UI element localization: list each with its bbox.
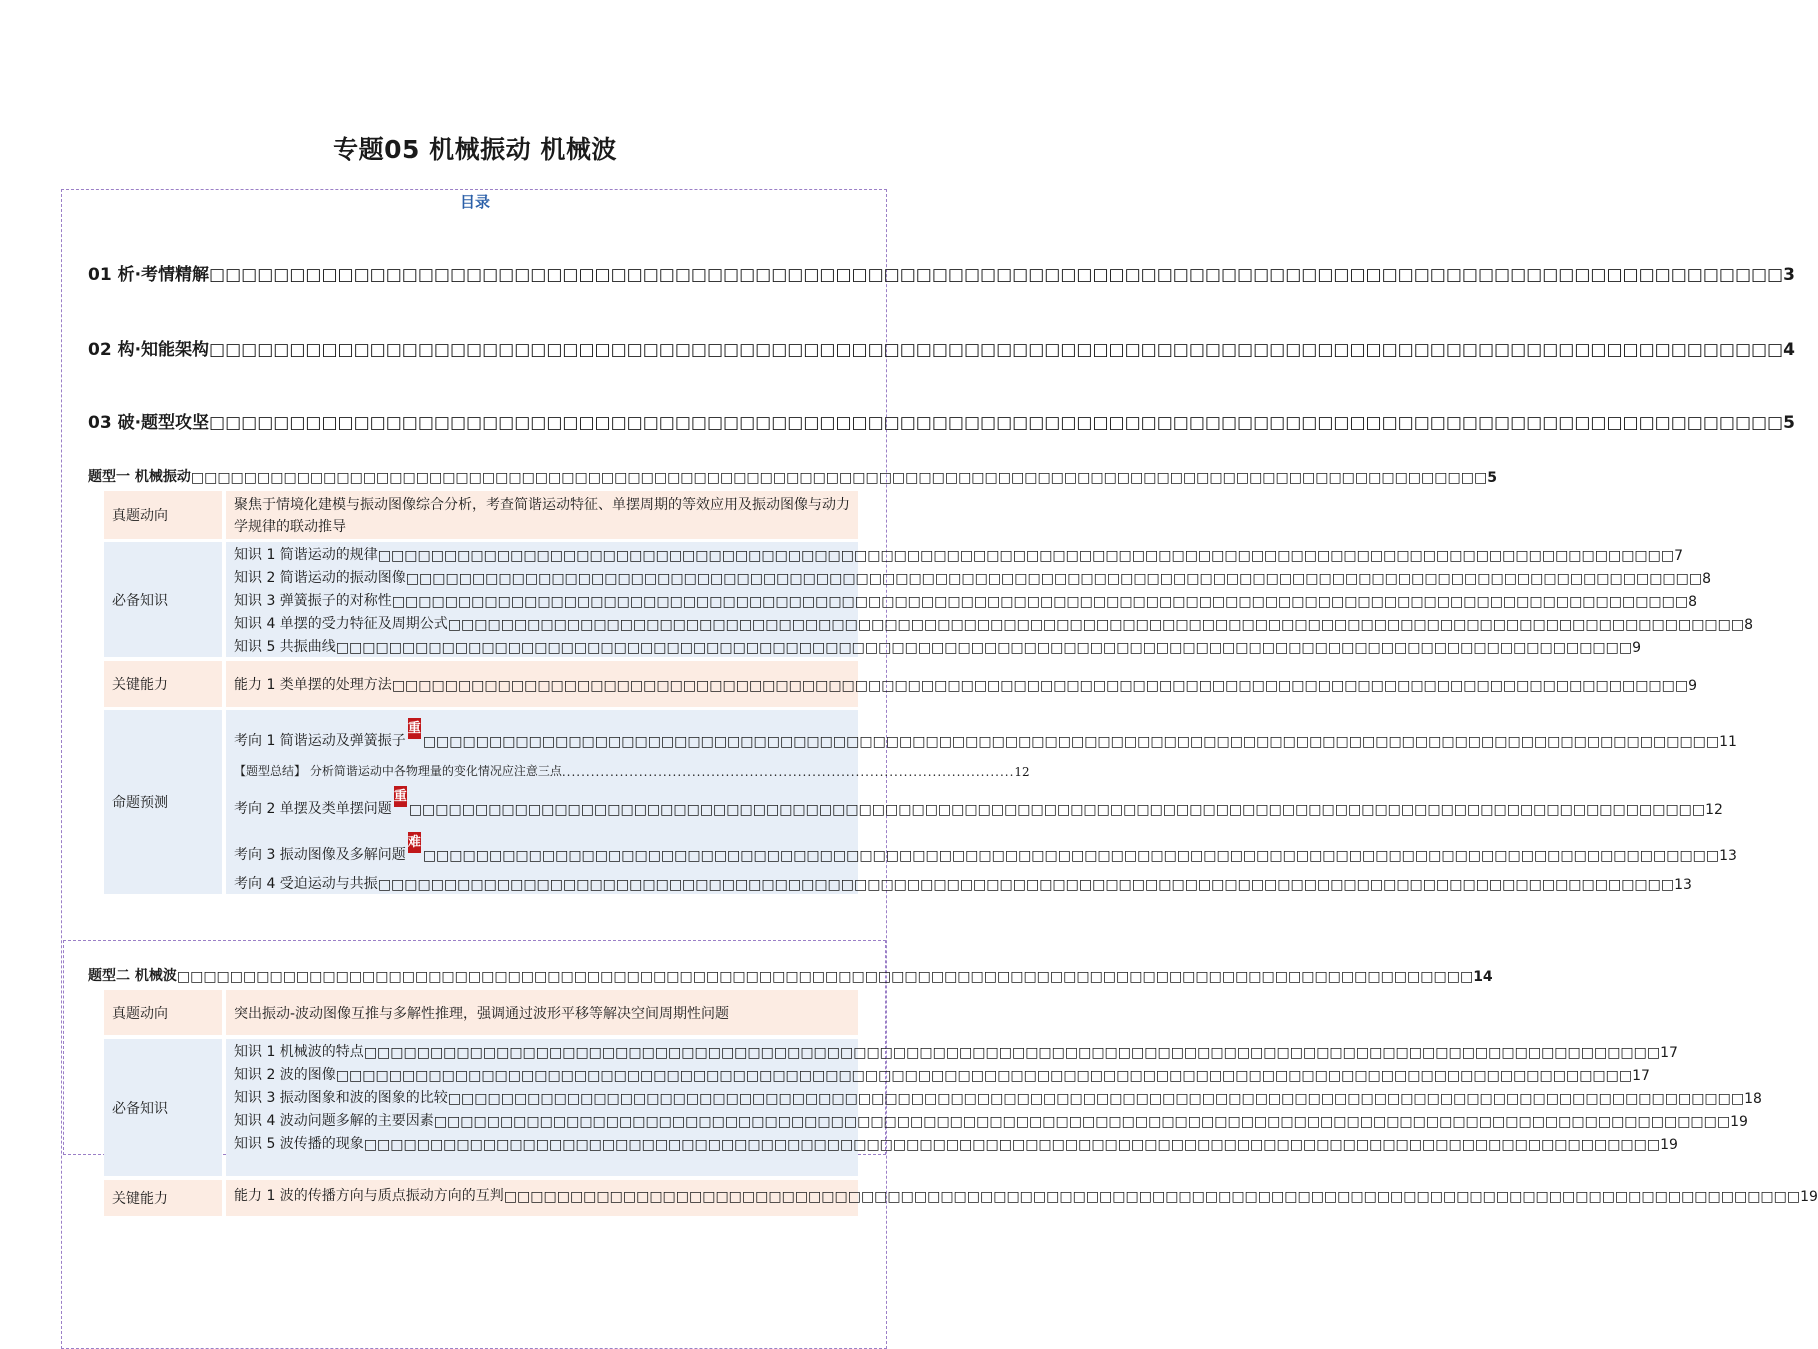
label-text: 命题预测	[112, 795, 168, 811]
row-page: 9	[1632, 640, 1642, 656]
row-page: 17	[1660, 1045, 1678, 1061]
row-label: 知识 2 波的图像	[234, 1067, 336, 1083]
leader-dots: □□□□□□□□□□□□□□□□□□□□□□□□□□□□□□□□□□□□□□□□□□□□□□□□□□□□□□□□□□□□□□□□□□□□□□□□□□□□□□□□□□□□□□□□□□□□□□□□□□	[363, 1045, 1661, 1061]
row-label: 考向 3 振动图像及多解问题	[234, 847, 406, 863]
label-text: 必备知识	[112, 1100, 168, 1117]
row-label: 知识 5 共振曲线	[234, 639, 336, 655]
row-page: 7	[1674, 548, 1684, 564]
row-label: 知识 4 波动问题多解的主要因素	[234, 1113, 434, 1129]
toc-knowledge-2[interactable]	[234, 1062, 1650, 1084]
toc-entry-label: 题型二 机械波	[88, 968, 177, 984]
leader-dots: □□□□□□□□□□□□□□□□□□□□□□□□□□□□□□□□□□□□□□□□□□□□□□□□□□□□□□□□□□□□□□□□□□□□□□□□□□□□□□□□□□□□□□□□□□□□□□□□□□	[176, 969, 1474, 985]
row-label: 知识 1 机械波的特点	[234, 1044, 364, 1060]
toc-ability-1[interactable]	[234, 1183, 1818, 1205]
leader-dots: □□□□□□□□□□□□□□□□□□□□□□□□□□□□□□□□□□□□□□□□□□□□□□□□□□□□□□□□□□□□□□□□□□□□□□□□□□□□□□□□□□□□□□□□□□□□□□□□□□	[408, 802, 1706, 818]
leader-dots: □□□□□□□□□□□□□□□□□□□□□□□□□□□□□□□□□□□□□□□□□□□□□□□□□□□□□□□□□□□□□□□□□□□□□□□□□□□□□□□□□□□□□□□□□□□□□□□□□□	[209, 265, 1784, 285]
leader-dots: □□□□□□□□□□□□□□□□□□□□□□□□□□□□□□□□□□□□□□□□□□□□□□□□□□□□□□□□□□□□□□□□□□□□□□□□□□□□□□□□□□□□□□□□□□□□□□□□□□	[391, 594, 1689, 610]
type2-bibei-label	[104, 1039, 222, 1176]
row-page: 13	[1719, 848, 1737, 864]
toc-entry-label: 03 破·题型攻坚	[88, 413, 210, 433]
toc-knowledge-4[interactable]	[234, 1108, 1748, 1130]
row-label: 能力 1 波的传播方向与质点振动方向的互判	[234, 1188, 504, 1204]
leader-dots: □□□□□□□□□□□□□□□□□□□□□□□□□□□□□□□□□□□□□□□□□□□□□□□□□□□□□□□□□□□□□□□□□□□□□□□□□□□□□□□□□□□□□□□□□□□□□□□□□□	[377, 877, 1675, 893]
toc-knowledge-5[interactable]	[234, 634, 1642, 656]
page-title: 专题05 机械振动 机械波	[333, 135, 617, 164]
toc-knowledge-5[interactable]	[234, 1131, 1678, 1153]
leader-dots: □□□□□□□□□□□□□□□□□□□□□□□□□□□□□□□□□□□□□□□□□□□□□□□□□□□□□□□□□□□□□□□□□□□□□□□□□□□□□□□□□□□□□□□□□□□□□□□□□□	[363, 1137, 1661, 1153]
toc-entry-page: 4	[1783, 340, 1795, 360]
row-page: 17	[1632, 1068, 1650, 1084]
toc-knowledge-3[interactable]	[234, 1085, 1762, 1107]
type2-guanjian-label	[104, 1180, 222, 1216]
leader-dots: □□□□□□□□□□□□□□□□□□□□□□□□□□□□□□□□□□□□□□□□□□□□□□□□□□□□□□□□□□□□□□□□□□□□□□□□□□□□□□□□□□□□□□□□□□□□□□□□□□	[447, 1091, 1745, 1107]
type2-guanjian-content	[226, 1180, 1818, 1216]
content-text: 突出振动-波动图像互推与多解性推理，强调通过波形平移等解决空间周期性问题	[234, 1005, 730, 1022]
row-label: 考向 4 受迫运动与共振	[234, 876, 378, 892]
toc-entry-label: 01 析·考情精解	[88, 265, 210, 285]
toc-direction-1[interactable]	[234, 721, 1737, 750]
toc-type2-heading[interactable]	[88, 963, 1493, 985]
row-page: 8	[1688, 594, 1698, 610]
label-text: 真题动向	[112, 508, 168, 524]
type1-guanjian-label	[104, 661, 222, 707]
toc-direction-2[interactable]	[234, 789, 1723, 818]
label-text: 真题动向	[112, 1005, 168, 1022]
row-label: 知识 1 简谐运动的规律	[234, 547, 378, 563]
toc-type1-heading[interactable]	[88, 464, 1497, 486]
row-page: 19	[1660, 1137, 1678, 1153]
row-label: 考向 1 简谐运动及弹簧振子	[234, 733, 406, 749]
label-text: 关键能力	[112, 1191, 168, 1207]
leader-dots: □□□□□□□□□□□□□□□□□□□□□□□□□□□□□□□□□□□□□□□□□□□□□□□□□□□□□□□□□□□□□□□□□□□□□□□□□□□□□□□□□□□□□□□□□□□□□□□□□□	[422, 848, 1720, 864]
type2-zhenti-label	[104, 990, 222, 1035]
important-badge: 重	[394, 786, 407, 807]
leader-dots: □□□□□□□□□□□□□□□□□□□□□□□□□□□□□□□□□□□□□□□□□□□□□□□□□□□□□□□□□□□□□□□□□□□□□□□□□□□□□□□□□□□□□□□□□□□□□□□□□□	[391, 678, 1689, 694]
toc-entry-page: 5	[1487, 470, 1497, 486]
toc-entry-page: 5	[1783, 413, 1795, 433]
label-text: 必备知识	[112, 592, 168, 609]
toc-entry-label: 02 构·知能架构	[88, 340, 210, 360]
leader-dots: □□□□□□□□□□□□□□□□□□□□□□□□□□□□□□□□□□□□□□□□□□□□□□□□□□□□□□□□□□□□□□□□□□□□□□□□□□□□□□□□□□□□□□□□□□□□□□□□□□	[433, 1114, 1731, 1130]
important-badge: 重	[408, 718, 421, 739]
row-label: 能力 1 类单摆的处理方法	[234, 677, 392, 693]
row-page: 19	[1800, 1189, 1818, 1205]
row-page: 8	[1702, 571, 1712, 587]
leader-dots: ..............................................................................................	[561, 765, 1015, 779]
leader-dots: □□□□□□□□□□□□□□□□□□□□□□□□□□□□□□□□□□□□□□□□□□□□□□□□□□□□□□□□□□□□□□□□□□□□□□□□□□□□□□□□□□□□□□□□□□□□□□□□□□	[190, 470, 1488, 486]
row-page: 9	[1688, 678, 1698, 694]
toc-entry-breakthrough[interactable]	[88, 411, 1795, 433]
type1-zhenti-label	[104, 491, 222, 539]
type1-bibei-label	[104, 542, 222, 657]
row-label: 【题型总结】 分析简谐运动中各物理量的变化情况应注意三点	[234, 764, 562, 778]
row-label: 知识 3 振动图象和波的图象的比较	[234, 1090, 448, 1106]
type1-guanjian-content	[226, 661, 1698, 707]
row-page: 11	[1719, 734, 1737, 750]
type1-mingti-label	[104, 710, 222, 894]
type2-bibei-content	[226, 1039, 1762, 1176]
leader-dots: □□□□□□□□□□□□□□□□□□□□□□□□□□□□□□□□□□□□□□□□□□□□□□□□□□□□□□□□□□□□□□□□□□□□□□□□□□□□□□□□□□□□□□□□□□□□□□□□□□	[209, 340, 1784, 360]
toc-knowledge-4[interactable]	[234, 611, 1754, 633]
row-page: 19	[1730, 1114, 1748, 1130]
row-label: 知识 5 波传播的现象	[234, 1136, 364, 1152]
row-page: 18	[1744, 1091, 1762, 1107]
toc-direction-4[interactable]	[234, 871, 1692, 893]
toc-summary[interactable]	[234, 757, 1030, 779]
leader-dots: □□□□□□□□□□□□□□□□□□□□□□□□□□□□□□□□□□□□□□□□□□□□□□□□□□□□□□□□□□□□□□□□□□□□□□□□□□□□□□□□□□□□□□□□□□□□□□□□□□	[422, 734, 1720, 750]
toc-entry-page: 14	[1473, 969, 1493, 985]
difficult-badge: 难	[408, 832, 421, 853]
leader-dots: □□□□□□□□□□□□□□□□□□□□□□□□□□□□□□□□□□□□□□□□□□□□□□□□□□□□□□□□□□□□□□□□□□□□□□□□□□□□□□□□□□□□□□□□□□□□□□□□□□	[447, 617, 1745, 633]
row-label: 知识 4 单摆的受力特征及周期公式	[234, 616, 448, 632]
toc-direction-3[interactable]	[234, 835, 1737, 864]
toc-entry-analysis[interactable]	[88, 263, 1795, 285]
toc-knowledge-1[interactable]	[234, 542, 1684, 564]
toc-knowledge-2[interactable]	[234, 565, 1712, 587]
toc-knowledge-1[interactable]	[234, 1039, 1678, 1061]
type1-mingti-content	[226, 710, 1737, 894]
row-label: 知识 2 简谐运动的振动图像	[234, 570, 406, 586]
leader-dots: □□□□□□□□□□□□□□□□□□□□□□□□□□□□□□□□□□□□□□□□□□□□□□□□□□□□□□□□□□□□□□□□□□□□□□□□□□□□□□□□□□□□□□□□□□□□□□□□□□	[503, 1189, 1801, 1205]
row-label: 考向 2 单摆及类单摆问题	[234, 801, 392, 817]
toc-knowledge-3[interactable]	[234, 588, 1698, 610]
label-text: 关键能力	[112, 677, 168, 693]
toc-label: 目录	[459, 193, 490, 211]
row-page: 12	[1014, 765, 1030, 779]
row-page: 12	[1705, 802, 1723, 818]
row-page: 13	[1674, 877, 1692, 893]
leader-dots: □□□□□□□□□□□□□□□□□□□□□□□□□□□□□□□□□□□□□□□□□□□□□□□□□□□□□□□□□□□□□□□□□□□□□□□□□□□□□□□□□□□□□□□□□□□□□□□□□□	[209, 413, 1784, 433]
row-page: 8	[1744, 617, 1754, 633]
toc-entry-page: 3	[1783, 265, 1795, 285]
row-label: 知识 3 弹簧振子的对称性	[234, 593, 392, 609]
leader-dots: □□□□□□□□□□□□□□□□□□□□□□□□□□□□□□□□□□□□□□□□□□□□□□□□□□□□□□□□□□□□□□□□□□□□□□□□□□□□□□□□□□□□□□□□□□□□□□□□□□	[377, 548, 1675, 564]
type1-zhenti-content: 聚焦于情境化建模与振动图像综合分析，考查简谐运动特征、单摆周期的等效应用及振动图像与动力学规律的联动推导	[226, 491, 858, 539]
toc-entry-framework[interactable]	[88, 338, 1795, 360]
toc-ability-1[interactable]	[234, 672, 1698, 694]
toc-entry-label: 题型一 机械振动	[88, 469, 191, 485]
leader-dots: □□□□□□□□□□□□□□□□□□□□□□□□□□□□□□□□□□□□□□□□□□□□□□□□□□□□□□□□□□□□□□□□□□□□□□□□□□□□□□□□□□□□□□□□□□□□□□□□□□	[405, 571, 1703, 587]
leader-dots: □□□□□□□□□□□□□□□□□□□□□□□□□□□□□□□□□□□□□□□□□□□□□□□□□□□□□□□□□□□□□□□□□□□□□□□□□□□□□□□□□□□□□□□□□□□□□□□□□□	[335, 1068, 1633, 1084]
type2-zhenti-content	[226, 990, 858, 1035]
type1-bibei-content	[226, 542, 1754, 657]
leader-dots: □□□□□□□□□□□□□□□□□□□□□□□□□□□□□□□□□□□□□□□□□□□□□□□□□□□□□□□□□□□□□□□□□□□□□□□□□□□□□□□□□□□□□□□□□□□□□□□□□□	[335, 640, 1633, 656]
